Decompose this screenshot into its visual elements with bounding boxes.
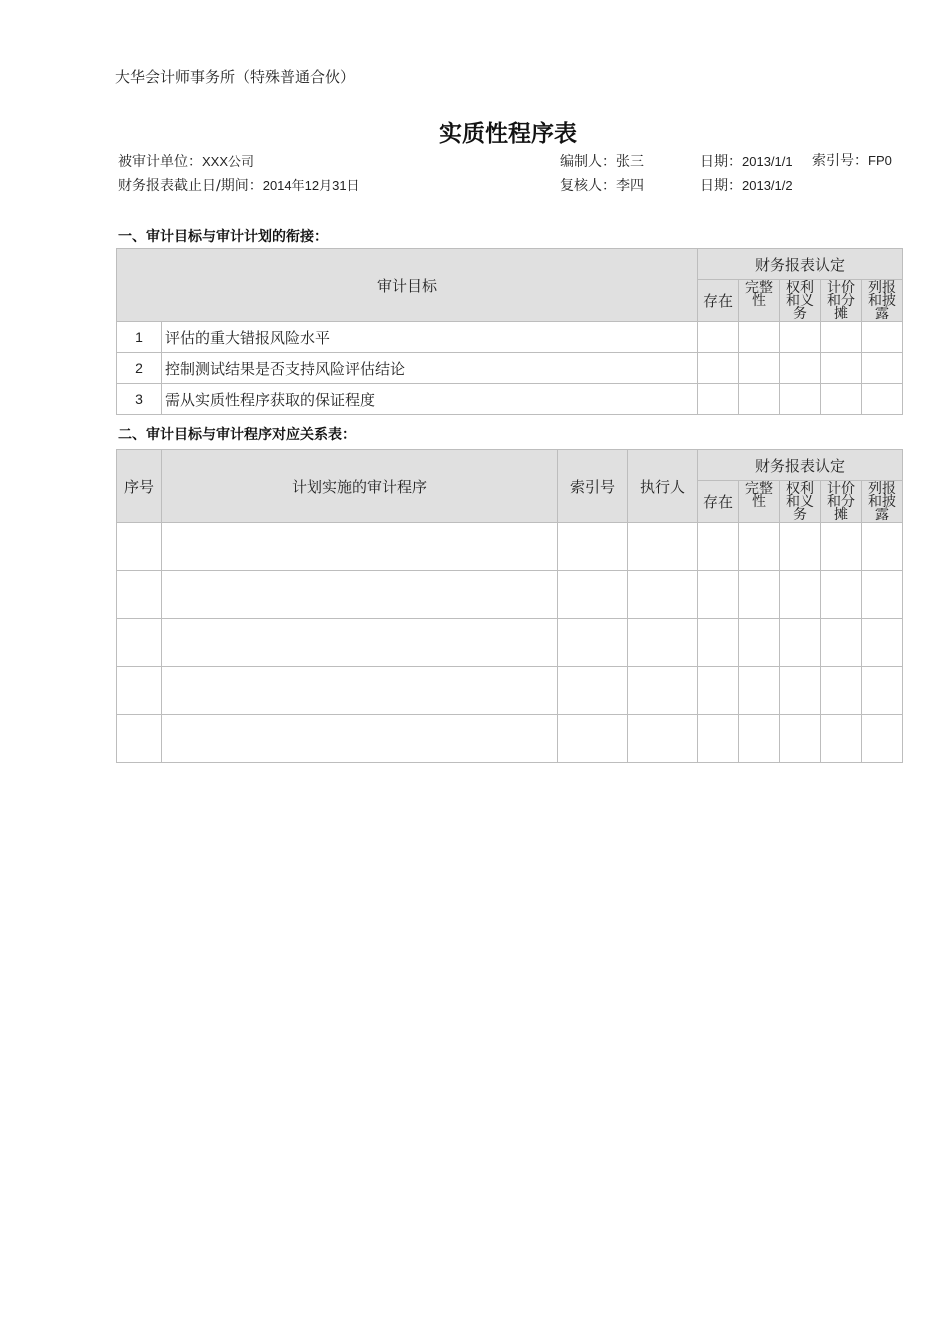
assertion-rights: 权利和义务	[780, 481, 821, 523]
cell[interactable]	[162, 523, 558, 571]
date1-field	[700, 151, 793, 171]
cell[interactable]	[698, 353, 739, 384]
cell[interactable]	[821, 384, 862, 415]
firm-name: 大华会计师事务所（特殊普通合伙）	[115, 68, 356, 86]
cell[interactable]	[162, 715, 558, 763]
section1-heading: 一、审计目标与审计计划的衔接：	[118, 229, 328, 245]
objective-table	[116, 248, 903, 415]
cell[interactable]	[862, 715, 903, 763]
objective-column-header: 审计目标	[117, 249, 698, 322]
no-column-header: 序号	[117, 450, 162, 523]
reviewer-value: 李四	[616, 178, 644, 194]
table-row	[117, 619, 903, 667]
period-field	[118, 175, 360, 195]
cell[interactable]	[698, 384, 739, 415]
date2-field	[700, 175, 793, 195]
cell[interactable]	[862, 523, 903, 571]
index-label: 索引号：	[812, 153, 868, 169]
cell[interactable]	[780, 523, 821, 571]
assertion-presentation: 列报和披露	[862, 481, 903, 523]
cell[interactable]	[739, 384, 780, 415]
cell[interactable]	[558, 715, 628, 763]
period-label: 财务报表截止日/期间：	[118, 178, 263, 194]
assertion-completeness: 完整性	[739, 481, 780, 523]
date1-label: 日期：	[700, 154, 742, 170]
cell[interactable]	[698, 571, 739, 619]
cell[interactable]	[628, 667, 698, 715]
section2-heading: 二、审计目标与审计程序对应关系表：	[118, 427, 356, 443]
cell[interactable]	[780, 384, 821, 415]
cell[interactable]	[780, 667, 821, 715]
cell[interactable]	[821, 619, 862, 667]
cell[interactable]	[739, 523, 780, 571]
preparer-field	[560, 151, 644, 171]
cell[interactable]	[628, 571, 698, 619]
cell[interactable]	[558, 667, 628, 715]
procedure-column-header: 计划实施的审计程序	[162, 450, 558, 523]
cell[interactable]	[117, 571, 162, 619]
cell[interactable]	[780, 715, 821, 763]
cell[interactable]	[117, 619, 162, 667]
assertion-completeness: 完整性	[739, 280, 780, 322]
auditee-label: 被审计单位：	[118, 154, 202, 170]
preparer-label: 编制人：	[560, 154, 616, 170]
date1-value: 2013/1/1	[742, 154, 793, 169]
executor-column-header: 执行人	[628, 450, 698, 523]
cell[interactable]	[862, 384, 903, 415]
cell[interactable]	[862, 667, 903, 715]
row-number: 2	[117, 353, 162, 384]
cell[interactable]	[780, 619, 821, 667]
cell[interactable]	[162, 667, 558, 715]
row-number: 1	[117, 322, 162, 353]
cell[interactable]	[739, 667, 780, 715]
reviewer-field	[560, 175, 644, 195]
auditee-value: XXX公司	[202, 154, 255, 169]
preparer-value: 张三	[616, 154, 644, 170]
cell[interactable]	[780, 571, 821, 619]
period-value: 2014年12月31日	[262, 178, 360, 193]
cell[interactable]	[698, 667, 739, 715]
cell[interactable]	[821, 353, 862, 384]
cell[interactable]	[698, 322, 739, 353]
assertion-presentation: 列报和披露	[862, 280, 903, 322]
index-value: FP0	[868, 153, 892, 168]
cell[interactable]	[162, 571, 558, 619]
cell[interactable]	[698, 619, 739, 667]
cell[interactable]	[739, 619, 780, 667]
cell[interactable]	[739, 571, 780, 619]
row-objective: 评估的重大错报风险水平	[162, 322, 698, 353]
cell[interactable]	[739, 322, 780, 353]
date2-value: 2013/1/2	[742, 178, 793, 193]
cell[interactable]	[739, 353, 780, 384]
cell[interactable]	[821, 715, 862, 763]
page-title: 实质性程序表	[439, 121, 577, 147]
date2-label: 日期：	[700, 178, 742, 194]
row-objective: 需从实质性程序获取的保证程度	[162, 384, 698, 415]
assertions-header: 财务报表认定	[698, 249, 903, 280]
cell[interactable]	[780, 353, 821, 384]
cell[interactable]	[558, 571, 628, 619]
cell[interactable]	[628, 523, 698, 571]
cell[interactable]	[780, 322, 821, 353]
cell[interactable]	[117, 715, 162, 763]
cell[interactable]	[698, 523, 739, 571]
assertion-existence: 存在	[698, 481, 739, 523]
cell[interactable]	[862, 322, 903, 353]
table-row	[117, 384, 903, 415]
cell[interactable]	[628, 619, 698, 667]
procedure-table	[116, 449, 903, 763]
table-row	[117, 715, 903, 763]
table-row	[117, 571, 903, 619]
row-number: 3	[117, 384, 162, 415]
cell[interactable]	[698, 715, 739, 763]
cell[interactable]	[739, 715, 780, 763]
table-row	[117, 353, 903, 384]
table-row	[117, 322, 903, 353]
assertion-valuation: 计价和分摊	[821, 481, 862, 523]
cell[interactable]	[558, 523, 628, 571]
cell[interactable]	[862, 353, 903, 384]
cell[interactable]	[117, 667, 162, 715]
index-field	[812, 150, 892, 170]
auditee-field	[118, 151, 254, 171]
table-row	[117, 523, 903, 571]
assertions-header: 财务报表认定	[698, 450, 903, 481]
cell[interactable]	[862, 619, 903, 667]
cell[interactable]	[117, 523, 162, 571]
assertion-valuation: 计价和分摊	[821, 280, 862, 322]
cell[interactable]	[862, 571, 903, 619]
index-column-header: 索引号	[558, 450, 628, 523]
cell[interactable]	[162, 619, 558, 667]
cell[interactable]	[628, 715, 698, 763]
assertion-rights: 权利和义务	[780, 280, 821, 322]
cell[interactable]	[558, 619, 628, 667]
cell[interactable]	[821, 667, 862, 715]
cell[interactable]	[821, 571, 862, 619]
row-objective: 控制测试结果是否支持风险评估结论	[162, 353, 698, 384]
reviewer-label: 复核人：	[560, 178, 616, 194]
assertion-existence: 存在	[698, 280, 739, 322]
cell[interactable]	[821, 322, 862, 353]
cell[interactable]	[821, 523, 862, 571]
table-row	[117, 667, 903, 715]
